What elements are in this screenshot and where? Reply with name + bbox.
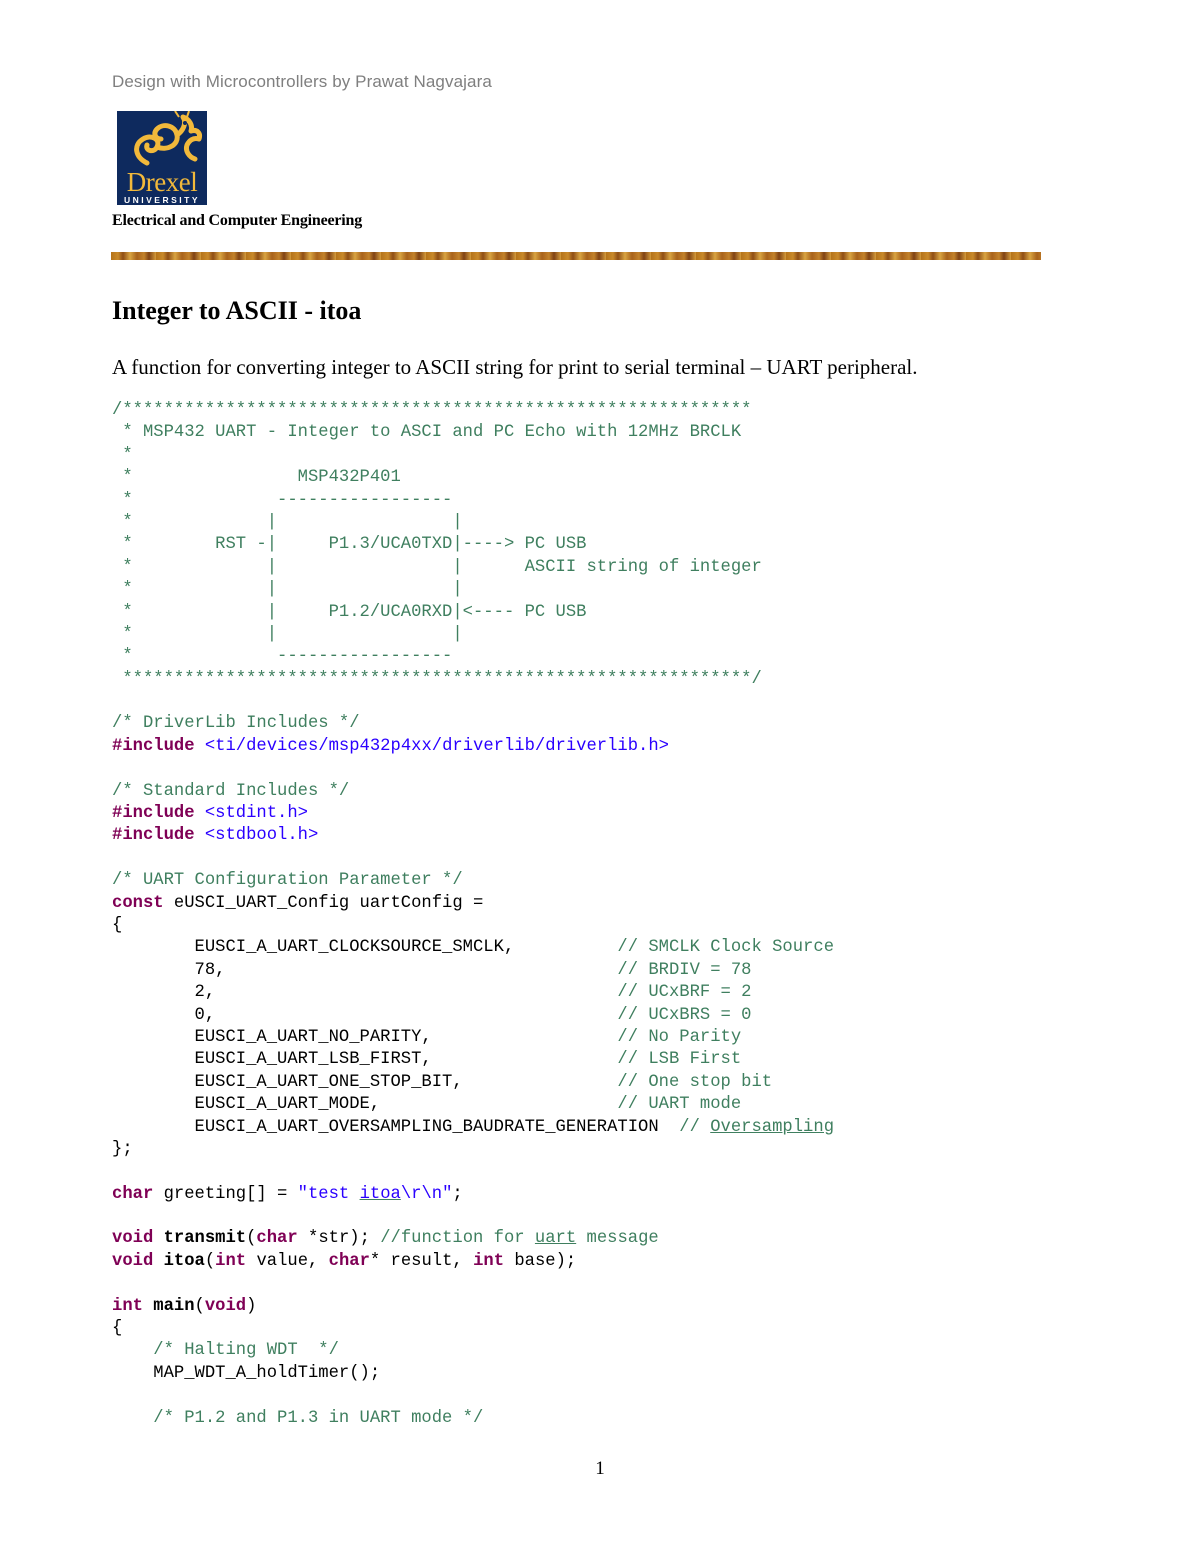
void-keyword: void <box>204 1296 247 1316</box>
dragon-icon <box>117 111 207 171</box>
config-comment: // One stop bit <box>617 1072 773 1092</box>
main-signature <box>112 1296 834 1318</box>
blank-line <box>112 691 834 713</box>
transmit-prototype <box>112 1228 834 1250</box>
blank-line <box>112 758 834 780</box>
config-comment: // UCxBRF = 2 <box>617 983 752 1003</box>
greeting-declaration <box>112 1184 834 1206</box>
page-number: 1 <box>595 1458 605 1479</box>
spellcheck-word: itoa <box>359 1184 401 1204</box>
drexel-logo <box>117 111 207 205</box>
page-title: Integer to ASCII - itoa <box>112 296 362 325</box>
function-call: MAP_WDT_A_holdTimer(); <box>112 1363 381 1383</box>
blank-line <box>112 1385 834 1407</box>
banner-line: *************************************************************/ <box>112 669 762 689</box>
config-row <box>112 1094 834 1116</box>
config-row <box>112 1027 834 1049</box>
param-text: value, <box>246 1251 329 1271</box>
intro-paragraph: A function for converting integer to ASCII string for print to serial terminal – UART peripheral. <box>112 355 918 379</box>
config-value: 78, <box>112 960 618 980</box>
include-path: <ti/devices/msp432p4xx/driverlib/driverlib.h> <box>204 736 669 756</box>
config-comment: // LSB First <box>617 1050 742 1070</box>
function-name: main <box>142 1296 195 1316</box>
blank-line <box>112 1161 834 1183</box>
logo-university: UNIVERSITY <box>123 195 200 205</box>
function-name: transmit <box>153 1229 247 1249</box>
itoa-prototype <box>112 1251 834 1273</box>
config-comment: // BRDIV = 78 <box>617 960 752 980</box>
include-keyword: #include <box>112 736 195 756</box>
include-path: <stdint.h> <box>204 804 308 824</box>
config-row <box>112 1072 834 1094</box>
open-brace: { <box>112 915 123 935</box>
config-value: EUSCI_A_UART_ONE_STOP_BIT, <box>112 1072 618 1092</box>
param-text: * result, <box>369 1251 474 1271</box>
const-keyword: const <box>112 893 164 913</box>
banner-line: * | | <box>112 580 463 600</box>
config-row <box>112 937 834 959</box>
code-comment: /* DriverLib Includes */ <box>112 714 360 734</box>
config-comment: // <box>679 1117 711 1137</box>
string-literal: "test <box>297 1184 360 1204</box>
code-comment: message <box>576 1229 659 1249</box>
config-decl-text: eUSCI_UART_Config uartConfig = <box>163 893 484 913</box>
banner-line: * MSP432 UART - Integer to ASCI and PC Echo with 12MHz BRCLK <box>112 423 742 443</box>
include-keyword: #include <box>112 804 195 824</box>
config-row <box>112 982 834 1004</box>
blank-line <box>112 1206 834 1228</box>
config-comment: // UART mode <box>617 1095 742 1115</box>
char-keyword: char <box>256 1229 298 1249</box>
void-keyword: void <box>112 1229 154 1249</box>
code-comment: /* Halting WDT */ <box>112 1341 339 1361</box>
param-text: base); <box>504 1251 577 1271</box>
banner-line: * | | <box>112 624 463 644</box>
banner-line: * ----------------- <box>112 647 453 667</box>
include-line <box>112 825 834 847</box>
include-line <box>112 803 834 825</box>
void-keyword: void <box>112 1251 154 1271</box>
banner-line: /************************************************************* <box>112 401 752 420</box>
open-brace: { <box>112 1319 123 1339</box>
code-comment: /* P1.2 and P1.3 in UART mode */ <box>112 1408 484 1428</box>
paren: ( <box>194 1296 205 1316</box>
spellcheck-word: Oversampling <box>710 1117 835 1137</box>
config-value: EUSCI_A_UART_CLOCKSOURCE_SMCLK, <box>112 938 618 958</box>
config-declaration <box>112 893 834 915</box>
char-keyword: char <box>328 1251 370 1271</box>
banner-line: * <box>112 445 133 465</box>
close-brace: }; <box>112 1139 133 1159</box>
statement-end: ; <box>452 1184 463 1204</box>
int-keyword: int <box>473 1251 505 1271</box>
config-comment: // No Parity <box>617 1027 742 1047</box>
include-path: <stdbool.h> <box>204 826 319 846</box>
config-row <box>112 1005 834 1027</box>
config-row <box>112 1049 834 1071</box>
config-comment: // UCxBRS = 0 <box>617 1005 752 1025</box>
param-text: *str); <box>297 1229 381 1249</box>
banner-line: * | | ASCII string of integer <box>112 557 762 577</box>
config-row <box>112 960 834 982</box>
config-value: EUSCI_A_UART_OVERSAMPLING_BAUDRATE_GENERATION <box>112 1117 680 1137</box>
banner-line: * | | <box>112 512 463 532</box>
banner-line: * MSP432P401 <box>112 468 401 488</box>
banner-line: * RST -| P1.3/UCA0TXD|----> PC USB <box>112 535 587 555</box>
config-row <box>112 1117 834 1139</box>
config-comment: // SMCLK Clock Source <box>617 938 835 958</box>
code-comment: //function for <box>380 1229 535 1249</box>
include-line <box>112 736 834 758</box>
int-keyword: int <box>112 1296 143 1316</box>
config-value: EUSCI_A_UART_LSB_FIRST, <box>112 1050 618 1070</box>
blank-line <box>112 1273 834 1295</box>
code-comment: /* UART Configuration Parameter */ <box>112 871 463 891</box>
code-listing <box>112 400 834 1430</box>
config-value: EUSCI_A_UART_MODE, <box>112 1095 618 1115</box>
char-keyword: char <box>112 1184 154 1204</box>
header-divider <box>111 252 1041 260</box>
department-name: Electrical and Computer Engineering <box>112 212 363 229</box>
spellcheck-word: uart <box>534 1229 577 1249</box>
paren: ( <box>204 1251 216 1271</box>
code-comment: /* Standard Includes */ <box>112 781 350 801</box>
config-value: EUSCI_A_UART_NO_PARITY, <box>112 1027 618 1047</box>
banner-line: * ----------------- <box>112 490 453 510</box>
logo-wordmark: Drexel <box>126 167 198 197</box>
paren: ( <box>246 1229 257 1249</box>
paren: ) <box>246 1296 257 1316</box>
string-literal: \r\n" <box>400 1184 453 1204</box>
greeting-decl-text: greeting[] = <box>153 1184 298 1204</box>
config-value: 2, <box>112 983 618 1003</box>
blank-line <box>112 848 834 870</box>
config-value: 0, <box>112 1005 618 1025</box>
banner-line: * | P1.2/UCA0RXD|<---- PC USB <box>112 602 587 622</box>
int-keyword: int <box>215 1251 247 1271</box>
running-header: Design with Microcontrollers by Prawat Nagvajara <box>112 72 492 91</box>
include-keyword: #include <box>112 826 195 846</box>
function-name: itoa <box>153 1251 205 1271</box>
